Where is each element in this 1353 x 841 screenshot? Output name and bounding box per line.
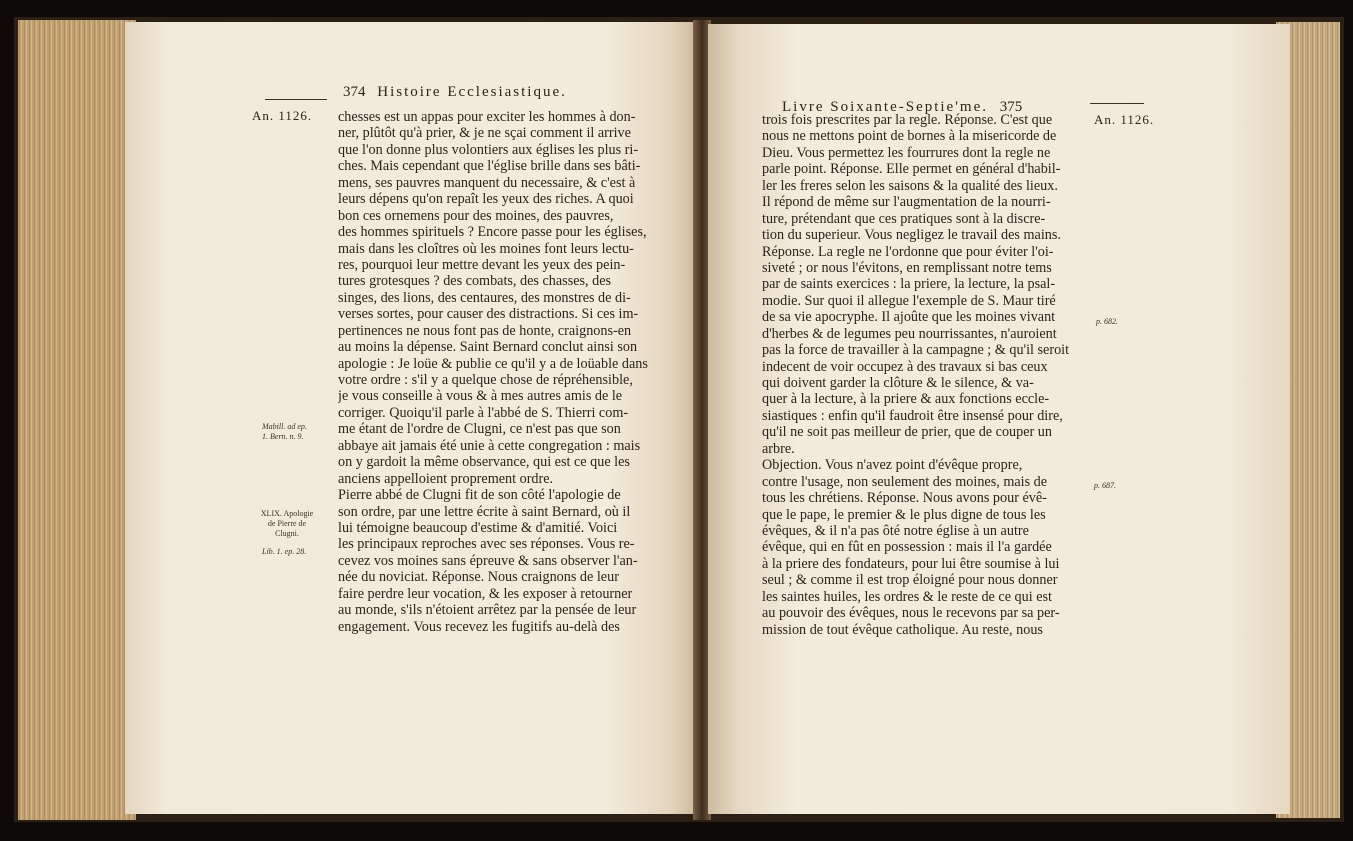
header-rule-left [265,99,327,100]
text-line: qu'il ne soit pas meilleur de prier, que de couper un [762,424,1052,441]
text-line: anciens appelloient proprement ordre. [338,470,554,487]
text-line: verses sortes, pour causer des distractions. Si ces im- [338,306,639,323]
text-line: tion du superieur. Vous negligez le travail des mains. [762,227,1061,244]
left-page-edges [18,20,136,820]
right-running-title: Livre Soixante-Septie'me. [782,99,988,115]
text-line: siastiques : enfin qu'il faudroit être insensé pour dire, [762,407,1063,424]
text-line: nous ne mettons point de bornes à la misericorde de [762,128,1057,145]
text-line: me étant de l'ordre de Clugni, ce n'est pas que son [338,421,621,438]
left-year: An. 1126. [252,108,313,123]
text-line: apologie : Je loüe & publie ce qu'il y a de loüable dans [338,355,648,372]
text-line: cevez vos moines sans épreuve & sans observer l'an- [338,552,638,569]
text-line: des hommes spirituels ? Encore passe pour les églises, [338,224,647,241]
text-line: par de saints exercices : la priere, la lecture, la psal- [762,276,1056,293]
text-line: res, pourquoi leur mettre devant les yeux des pein- [338,256,626,273]
text-line: parle point. Réponse. Elle permet en général d'habil- [762,161,1061,178]
text-line: au pouvoir des évêques, nous le recevons par sa per- [762,605,1060,622]
text-line: Dieu. Vous permettez les fourrures dont la regle ne [762,144,1051,161]
text-line: mais dans les cloîtres où les moines font leurs lectu- [338,240,634,257]
text-line: mens, ses pauvres manquent du necessaire, & c'est à [338,174,636,191]
text-line: tous les chrétiens. Réponse. Nous avons pour évê- [762,490,1047,507]
text-line: trois fois prescrites par la regle. Réponse. C'est que [762,112,1053,128]
text-line: de sa vie apocryphe. Il ajoûte que les moines vivant [762,309,1056,326]
left-page-number: 374 [343,84,366,100]
text-line: quer à la lecture, à la priere & aux fonctions eccle- [762,391,1050,408]
left-body-text [338,109,680,635]
text-line: qui doivent garder la clôture & le silence, & va- [762,375,1034,391]
left-running-header [337,84,567,101]
text-line: pas la force de travailler à la campagne ; & qu'il seroit [762,342,1070,359]
text-line: ler les freres selon les saisons & la qualité des lieux. [762,177,1058,194]
text-line: pertinences ne nous font pas de honte, craignons-en [338,322,632,339]
text-line: les principaux reproches avec ses réponses. Vous re- [338,536,635,553]
text-line: ture, prétendant que ces pratiques sont à la discre- [762,210,1046,227]
margin-note-p682: p. 682. [1096,317,1118,326]
text-line: évêque, qui en fût en possession : mais il l'a gardée [762,539,1052,556]
margin-note-mabill: Mabill. ad ep. 1. Bern. n. 9. [262,422,307,441]
text-line: indecent de voir occupez à des travaux si bas ceux [762,358,1048,375]
right-year: An. 1126. [1094,112,1155,127]
text-line: que le pape, le premier & le plus digne de tous les [762,506,1046,523]
text-line: votre ordre : s'il y a quelque chose de répréhensible, [338,372,633,388]
text-line: ner, plûtôt qu'à prier, & je ne sçai comment il arrive [338,125,631,142]
text-line: seul ; & comme il est trop éloigné pour nous donner [762,572,1058,589]
text-line: engagement. Vous recevez les fugitifs au-delà des [338,618,620,635]
right-page [708,24,1290,814]
text-line: corriger. Quoiqu'il parle à l'abbé de S. Thierri com- [338,404,629,421]
margin-note-lib: Lib. 1. ep. 28. [262,547,307,556]
text-line: chesses est un appas pour exciter les hommes à don- [338,109,636,125]
margin-note-p687: p. 687. [1094,481,1116,490]
text-line: leurs dépens qu'on repaît les yeux des riches. A quoi [338,191,634,208]
text-line: je vous conseille à vous & à mes autres amis de le [338,388,623,405]
text-line: son ordre, par une lettre écrite à saint Bernard, où il [338,503,631,520]
left-running-title: Histoire Ecclesiastique. [377,84,567,100]
text-line: lui témoigne beaucoup d'estime & d'amitié. Voici [338,519,618,536]
text-line: au monde, s'ils n'étoient arrêtez par la pensée de leur [338,602,637,619]
right-page-number: 375 [999,99,1023,115]
text-line: à la priere des fondateurs, pour lui être soumise à lui [762,555,1060,572]
text-line: abbaye ait jamais été unie à cette congregation : mais [338,437,641,454]
text-line: on y gardoit la même observance, qui est ce que les [338,454,630,471]
text-line: Pierre abbé de Clugni fit de son côté l'apologie de [338,487,621,504]
text-line: Objection. Vous n'avez point d'évêque propre, [762,457,1023,474]
text-line: singes, des lions, des centaures, des monstres de di- [338,289,631,306]
text-line: tures grotesques ? des combats, des chasses, des [338,273,612,290]
margin-note-section: XLIX. Apologie de Pierre de Clugni. [260,509,314,538]
right-body-text [762,112,1085,638]
text-line: modie. Sur quoi il allegue l'exemple de S. Maur tiré [762,292,1056,309]
text-line: d'herbes & de legumes peu nourrissantes, n'auroient [762,325,1057,342]
text-line: que l'on donne plus volontiers aux églises les plus ri- [338,141,639,158]
text-line: ches. Mais cependant que l'église brille dans ses bâti- [338,158,641,175]
text-line: contre l'usage, non seulement des moines, mais de [762,473,1048,490]
text-line: bon ces ornemens pour des moines, des pauvres, [338,207,614,224]
text-line: née du noviciat. Réponse. Nous craignons de leur [338,569,619,586]
left-page [125,22,695,814]
text-line: arbre. [762,440,795,457]
text-line: Réponse. La regle ne l'ordonne que pour éviter l'oi- [762,243,1054,260]
text-line: mission de tout évêque catholique. Au reste, nous [762,621,1043,638]
text-line: Il répond de même sur l'augmentation de la nourri- [762,194,1051,211]
text-line: les saintes huiles, les ordres & le reste de ce qui est [762,588,1052,605]
text-line: faire perdre leur vocation, & les exposer à retourner [338,585,633,602]
header-rule-right [1090,103,1144,104]
text-line: au moins la dépense. Saint Bernard conclut ainsi son [338,339,638,356]
text-line: siveté ; or nous l'évitons, en remplissant notre tems [762,259,1052,276]
text-line: évêques, & il n'a pas ôté notre église à un autre [762,522,1029,539]
